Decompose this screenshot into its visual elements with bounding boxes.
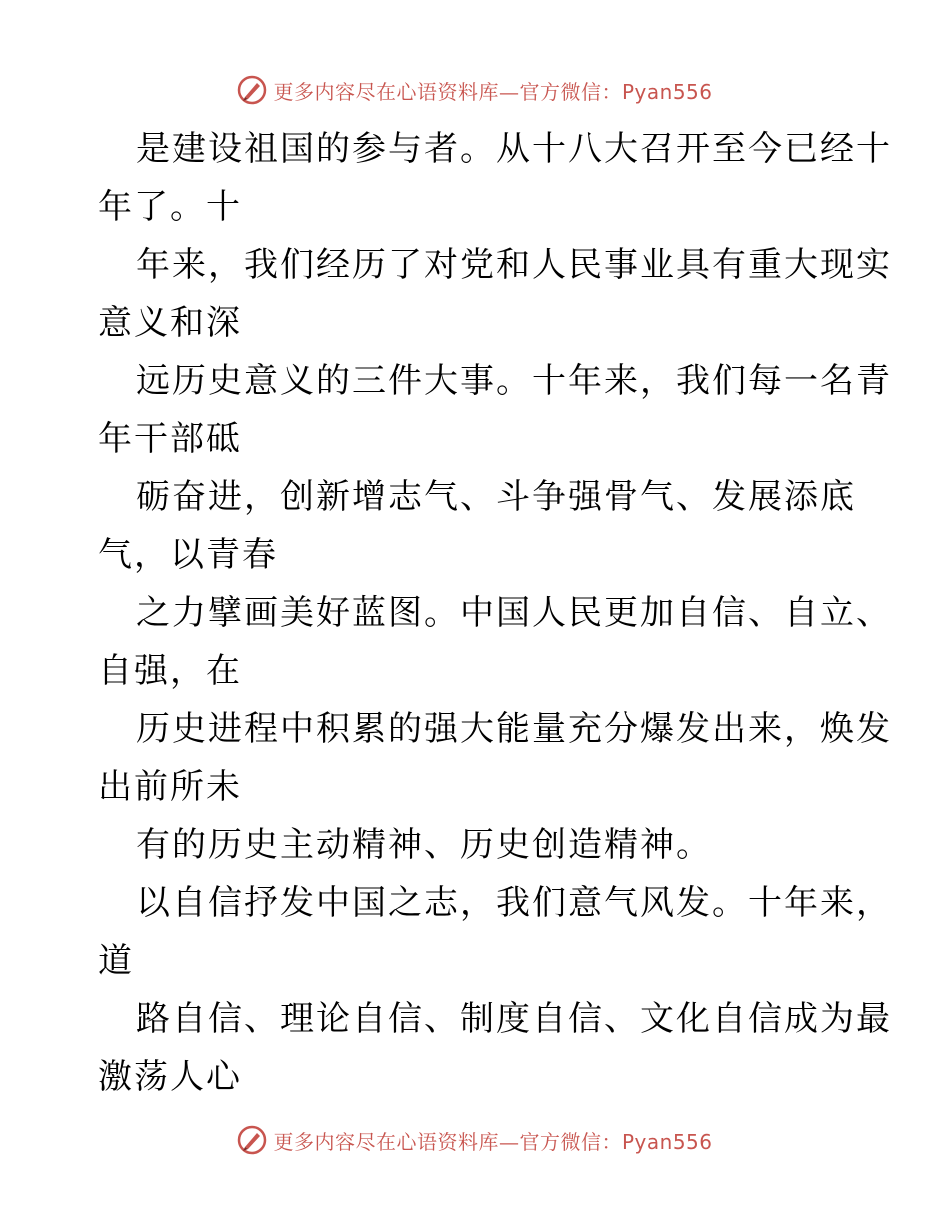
text-line: 历史进程中积累的强大能量充分爆发出来，焕发 (136, 709, 892, 749)
text-line: 激荡人心 (98, 1057, 242, 1097)
text-line: 道 (98, 941, 134, 981)
text-line: 有的历史主动精神、历史创造精神。 (136, 825, 712, 865)
pen-logo-icon (237, 75, 267, 105)
text-line: 远历史意义的三件大事。十年来，我们每一名青 (136, 361, 892, 401)
text-line: 年了。十 (98, 187, 242, 227)
text-line: 路自信、理论自信、制度自信、文化自信成为最 (136, 999, 892, 1039)
text-line: 年干部砥 (98, 419, 242, 459)
text-line: 出前所未 (98, 767, 242, 807)
text-line: 气，以青春 (98, 535, 278, 575)
watermark-text: 更多内容尽在心语资料库—官方微信：Pyan556 (273, 79, 713, 104)
pen-logo-icon (237, 1125, 267, 1155)
text-line: 年来，我们经历了对党和人民事业具有重大现实 (136, 245, 892, 285)
text-line: 以自信抒发中国之志，我们意气风发。十年来， (136, 883, 892, 923)
text-line: 意义和深 (98, 303, 242, 343)
header-watermark (0, 70, 950, 110)
document-body (98, 120, 892, 1106)
footer-watermark (0, 1120, 950, 1160)
text-line: 自强，在 (98, 651, 242, 691)
text-line: 砺奋进，创新增志气、斗争强骨气、发展添底 (136, 477, 856, 517)
watermark-text: 更多内容尽在心语资料库—官方微信：Pyan556 (273, 1129, 713, 1154)
text-line: 之力擘画美好蓝图。中国人民更加自信、自立、 (136, 593, 892, 633)
text-line: 是建设祖国的参与者。从十八大召开至今已经十 (136, 129, 892, 169)
